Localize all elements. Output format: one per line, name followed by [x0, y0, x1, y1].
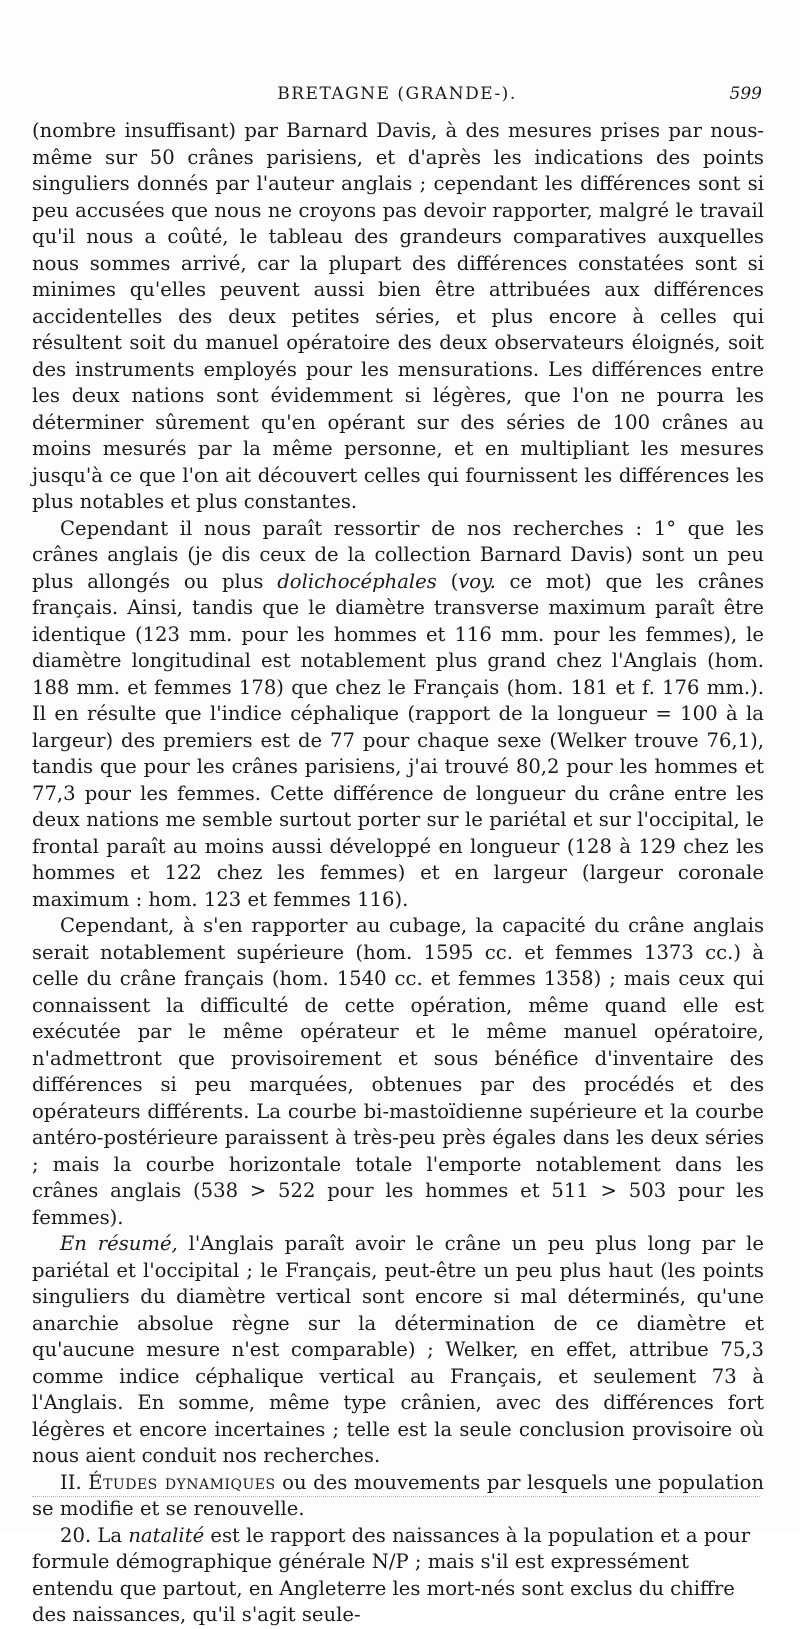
body-text: [32, 118, 764, 1629]
section-heading-text: ou des mouvements par lesquels une population se modifie et se renouvelle.: [32, 1470, 764, 1520]
section-title: Études dynamiques: [88, 1470, 276, 1494]
running-head: BRETAGNE (GRANDE-).: [277, 84, 517, 104]
page-number: 599: [729, 84, 762, 104]
paragraph-3: [32, 913, 764, 1231]
paragraph-4-text: l'Anglais paraît avoir le crâne un peu plus long par le pariétal et l'occipital ; le Français, peut-être un peu plus haut (les points singuliers du diamètre vertical sont encore si mal déterminés, qu'une anarchie absolue règne sur la détermination de ce diamètre et qu'aucune mesure n'est comparable) ; Welker, en effet, attribue 75,3 comme indice céphalique vertical au Français, et seulement 73 à l'Anglais. En somme, même type crânien, avec des différences fort légères et encore incertaines ; telle est la seule conclusion provisoire où nous aient conduit nos recherches.: [32, 1232, 764, 1467]
paragraph-3-text: Cependant, à s'en rapporter au cubage, la capacité du crâne anglais serait notablement supérieure (hom. 1595 cc. et femmes 1373 cc.) à celle du crâne français (hom. 1540 cc. et femmes 1358) ; mais ceux qui connaissent la difficulté de cette opération, même quand elle est exécutée par le même opérateur et le même manuel opératoire, n'admettront que provisoirement et sous bénéfice d'inventaire des différences si peu marquées, obtenues par des procédés et des opérateurs différents. La courbe bi-mastoïdienne supérieure et la courbe antéro-postérieure paraissent à très-peu près égales dans les deux séries ; mais la courbe horizontale totale l'emporte notablement dans les crânes anglais (538 > 522 pour les hommes et 511 > 503 pour les femmes).: [32, 914, 764, 1229]
bottom-margin-rule: [32, 1496, 760, 1497]
paragraph-2-text-b: (: [436, 569, 459, 593]
paragraph-natalite: [32, 1523, 764, 1629]
paragraph-natalite-text: est le rapport des naissances à la population et a pour formule démographique générale N/P ; mais s'il est expressément entendu que partout, en Angleterre les mort-nés sont exclus du chiffre des naissances, qu'il s'agit seule-: [32, 1523, 751, 1626]
paragraph-4: [32, 1231, 764, 1470]
section-number: II.: [60, 1470, 89, 1494]
paragraph-2-text-a: Cependant il nous paraît ressortir de nos recherches : 1° que les crânes anglais (je dis ceux de la collection Barnard Davis) sont un peu plus allongés ou plus: [32, 516, 764, 593]
paragraph-natalite-lead: 20. La: [60, 1523, 129, 1547]
paragraph-4-lead-en-resume: En résumé,: [60, 1232, 178, 1255]
paragraph-2-text-c: ce mot) que les crânes français. Ainsi, tandis que le diamètre transverse maximum paraît être identique (123 mm. pour les hommes et 116 mm. pour les femmes), le diamètre longitudinal est notablement plus grand chez l'Anglais (hom. 188 mm. et femmes 178) que chez le Français (hom. 181 et f. 176 mm.). Il en résulte que l'indice céphalique (rapport de la longueur = 100 à la largeur) des premiers est de 77 pour chaque sexe (Welker trouve 76,1), tandis que pour les crânes parisiens, j'ai trouvé 80,2 pour les hommes et 77,3 pour les femmes. Cette différence de longueur du crâne entre les deux nations me semble surtout porter sur le pariétal et sur l'occipital, le frontal paraît au moins aussi développé en longueur (128 à 129 chez les hommes et 122 chez les femmes) et en largeur (largeur coronale maximum : hom. 123 et femmes 116).: [32, 569, 765, 911]
paragraph-1: [32, 118, 764, 516]
paragraph-2: [32, 516, 764, 914]
paragraph-2-term-dolichocephales: dolichocéphales: [277, 569, 437, 593]
paragraph-2-term-voy: voy.: [458, 569, 496, 593]
paragraph-natalite-term: natalité: [128, 1523, 205, 1547]
paragraph-1-text: (nombre insuffisant) par Barnard Davis, à des mesures prises par nous-même sur 50 crânes parisiens, et d'après les indications des points singuliers donnés par l'auteur anglais ; cependant les différences sont si peu accusées que nous ne croyons pas devoir rapporter, malgré le travail qu'il nous a coûté, le tableau des grandeurs comparatives auxquelles nous sommes arrivé, car la plupart des différences constatées sont si minimes qu'elles peuvent aussi bien être attribuées aux différences accidentelles des deux petites séries, et plus encore à celles qui résultent soit du manuel opératoire des deux observateurs éloignés, soit des instruments employés pour les mensurations. Les différences entre les deux nations sont évidemment si légères, que l'on ne pourra les déterminer sûrement qu'en opérant sur des séries de 100 crânes au moins mesurés par la même personne, et en multipliant les mesures jusqu'à ce que l'on ait découvert celles qui fournissent les différences les plus notables et plus constantes.: [32, 119, 764, 513]
page-header: [32, 84, 762, 114]
